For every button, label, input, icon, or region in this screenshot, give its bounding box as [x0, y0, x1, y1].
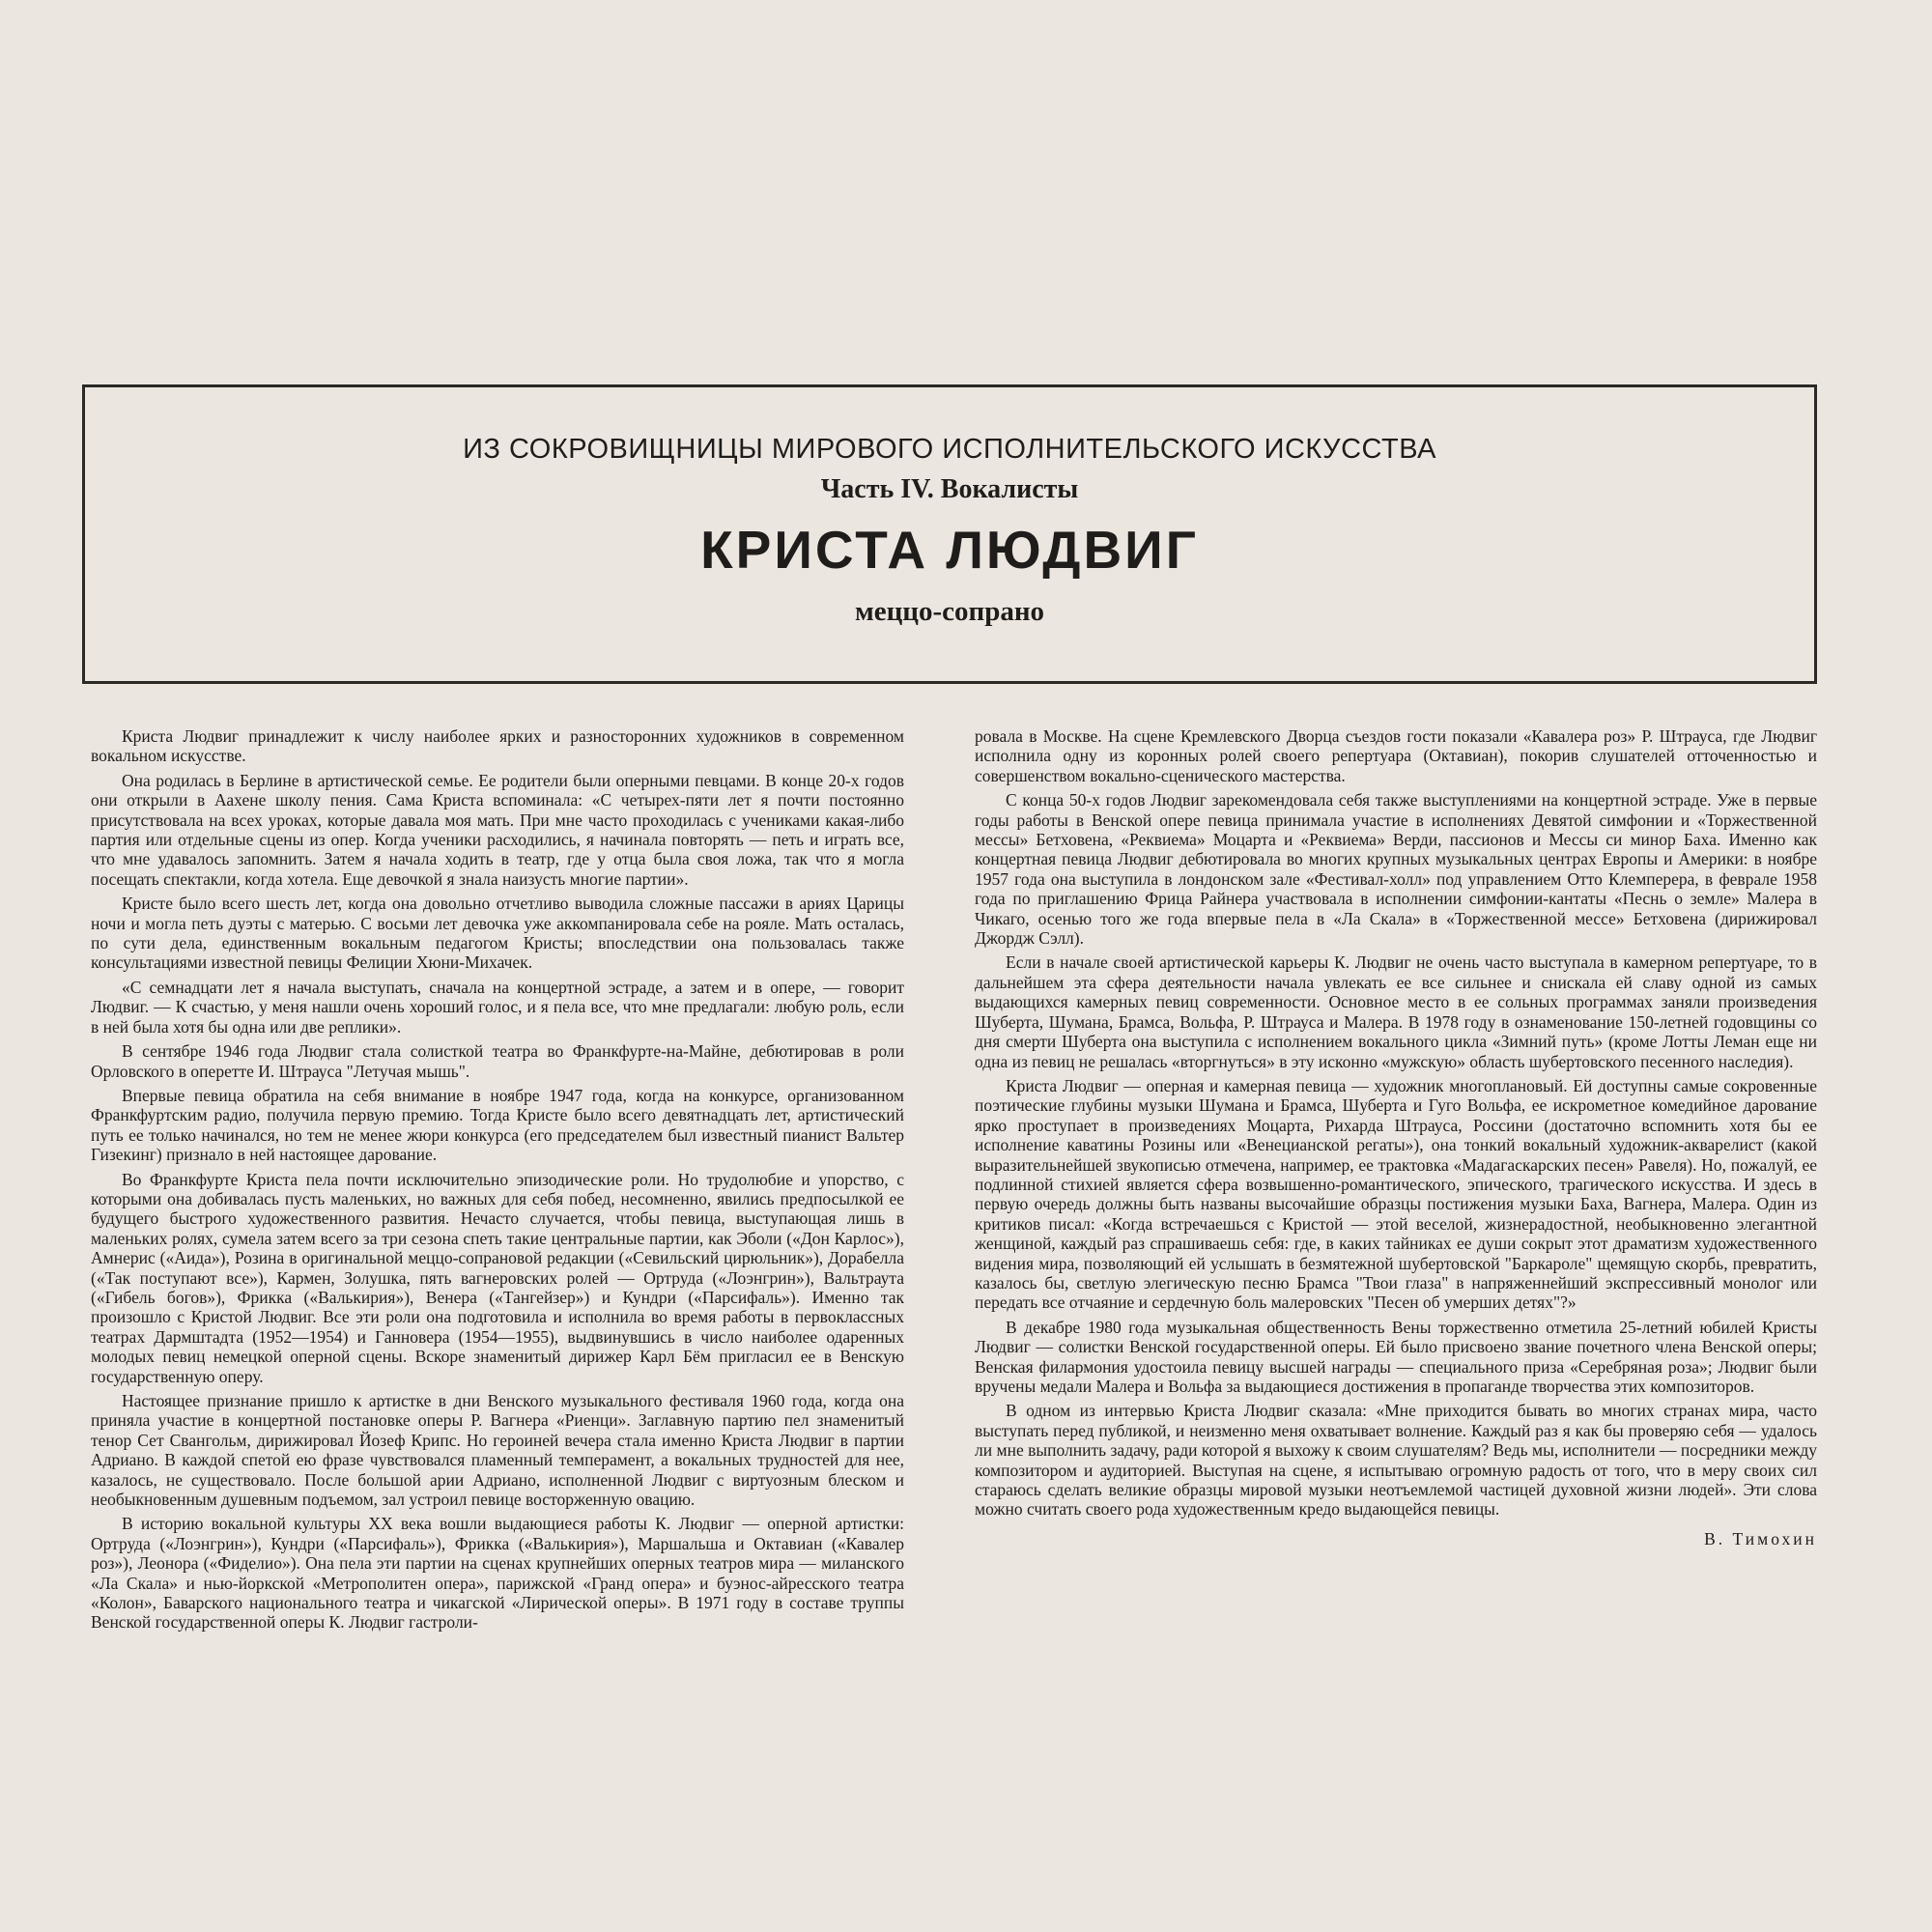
paragraph: Криста Людвиг принадлежит к числу наиболее ярких и разносторонних художников в современном вокальном искусстве. [91, 726, 904, 766]
part-title: Часть IV. Вокалисты [820, 474, 1079, 504]
title-frame [82, 384, 1817, 684]
paragraph: «С семнадцати лет я начала выступать, сначала на концертной эстраде, а затем и в опере, — говорит Людвиг. — К счастью, у меня нашли очень хороший голос, и я пела все, что мне предлагали: любую роль, если в ней была хотя бы одна или две реплики». [91, 977, 904, 1037]
paragraph: С конца 50-х годов Людвиг зарекомендовала себя также выступлениями на концертной эстраде. Уже в первые годы работы в Венской опере певица принимала участие в исполнениях Девятой симфонии и «Торжественной мессы» Бетховена, «Реквиема» Моцарта и «Реквиема» Верди, пассионов и Мессы си минор Баха. Именно как концертная певица Людвиг дебютировала во многих крупных музыкальных центрах Европы и Америки: в ноябре 1957 года она выступила в лондонском зале «Фестивал-холл» под управлением Отто Клемперера, в феврале 1958 года по приглашению Фрица Райнера участвовала в исполнении симфонии-кантаты «Песнь о земле» Малера в Чикаго, осенью того же года впервые пела в «Ла Скала» в «Торжественной мессе» Бетховена (дирижировал Джордж Сэлл). [975, 790, 1817, 949]
article-right-column [975, 726, 1817, 1548]
paragraph-continuation: ровала в Москве. На сцене Кремлевского Дворца съездов гости показали «Кавалера роз» Р. Штрауса, где Людвиг исполнила одну из коронных ролей своего репертуара (Октавиан), покорив слушателей отточенностью и совершенством вокально-сценического мастерства. [975, 726, 1817, 785]
paragraph: Настоящее признание пришло к артистке в дни Венского музыкального фестиваля 1960 года, когда она приняла участие в концертной постановке оперы Р. Вагнера «Риенци». Заглавную партию пел знаменитый тенор Сет Свангольм, дирижировал Йозеф Крипс. Но героиней вечера стала именно Криста Людвиг в партии Адриано. В каждой спетой ею фразе чувствовался пламенный темперамент, а вокальных трудностей для нее, казалось, не существовало. После большой арии Адриано, исполненной Людвиг с виртуозным блеском и необыкновенным душевным подъемом, зал устроил певице восторженную овацию. [91, 1391, 904, 1510]
paragraph: В одном из интервью Криста Людвиг сказала: «Мне приходится бывать во многих странах мира, часто выступать перед публикой, и неизменно меня охватывает волнение. Каждый раз я как бы проверяю себя — удалось ли мне выполнить задачу, ради которой я выхожу к своим слушателям? Ведь мы, исполнители — посредники между композитором и аудиторией. Выступая на сцене, я испытываю огромную радость от того, что в меру своих сил стараюсь сделать великие образцы мировой музыки неотъемлемой частицей духовной жизни людей». Эти слова можно считать своего рода художественным кредо выдающейся певицы. [975, 1401, 1817, 1520]
article-left-column [91, 726, 904, 1637]
paragraph: Кристе было всего шесть лет, когда она довольно отчетливо выводила сложные пассажи в ариях Царицы ночи и могла петь дуэты с матерью. С восьми лет девочка уже аккомпанировала себе на рояле. Мать осталась, по сути дела, единственным вокальным педагогом Кристы; впоследствии она пользовалась также консультациями известной певицы Фелиции Хюни-Михачек. [91, 894, 904, 973]
paragraph: В историю вокальной культуры XX века вошли выдающиеся работы К. Людвиг — оперной артистки: Ортруда («Лоэнгрин»), Кундри («Парсифаль»), Фрикка («Валькирия»), Маршальша и Октавиан («Кавалер роз»), Леонора («Фиделио»). Она пела эти партии на сценах крупнейших оперных театров мира — миланского «Ла Скала» и нью-йоркской «Метрополитен опера», парижской «Гранд опера» и буэнос-айресского театра «Колон», Баварского национального театра и чикагской «Лирической оперы». В 1971 году в составе труппы Венской государственной оперы К. Людвиг гастроли- [91, 1514, 904, 1633]
voice-type: меццо-сопрано [854, 596, 1045, 627]
paragraph: Криста Людвиг — оперная и камерная певица — художник многоплановый. Ей доступны самые сокровенные поэтические глубины музыки Шумана и Брамса, Шуберта и Гуго Вольфа, ее искрометное комедийное дарование ярко проступает в произведениях Моцарта, Рихарда Штрауса, Россини (достаточно вспомнить хотя бы ее исполнение каватины Розины или «Венецианской регаты»), она тонкий вокальный художник-акварелист (какой выразительнейшей звукописью отмечена, например, ее трактовка «Мадагаскарских песен» Равеля). Но, пожалуй, ее подлинной стихией является сфера возвышенно-романтического, эпического, трагического искусства. И здесь в первую очередь должны быть названы высочайшие образцы постижения музыки Баха, Вагнера, Малера. Один из критиков писал: «Когда встречаешься с Кристой — этой веселой, жизнерадостной, необыкновенно элегантной женщиной, каждый раз спрашиваешь себя: где, в каких тайниках ее души сокрыт этот драматизм художественного видения мира, позволяющий ей услышать в безмятежной шубертовской "Баркароле" щемящую скорбь, превратить, казалось бы, светлую элегическую песню Брамса "Твои глаза" в напряженнейший экспрессивный монолог или передать все отчаяние и сердечную боль малеровских "Песен об умерших детях"?» [975, 1075, 1817, 1313]
paragraph: Впервые певица обратила на себя внимание в ноябре 1947 года, когда на конкурсе, организованном Франкфуртским радио, получила первую премию. Тогда Кристе было всего девятнадцать лет, артистический путь ее только начинался, но тем не менее жюри конкурса (его председателем был известный пианист Вальтер Гизекинг) признало в ней настоящее дарование. [91, 1085, 904, 1165]
paragraph: Если в начале своей артистической карьеры К. Людвиг не очень часто выступала в камерном репертуаре, то в дальнейшем эта сфера деятельности начала увлекать ее все сильнее и снискала ей славу одной из самых выдающихся камерных певиц современности. Основное место в ее сольных программах заняли произведения Шуберта, Шумана, Брамса, Вольфа, Р. Штрауса и Малера. В 1978 году в ознаменование 150-летней годовщины со дня смерти Шуберта она выступила с исполнением вокального цикла «Зимний путь» (кроме Лотты Леман еще ни одна из певиц не решалась «вторгнуться» в эту исконно «мужскую» область шубертовского песенного наследия). [975, 952, 1817, 1071]
series-title: ИЗ СОКРОВИЩНИЦЫ МИРОВОГО ИСПОЛНИТЕЛЬСКОГО ИСКУССТВА [463, 434, 1436, 465]
author-signature: В. Тимохин [1704, 1528, 1817, 1548]
paragraph: В декабре 1980 года музыкальная общественность Вены торжественно отметила 25-летний юбилей Кристы Людвиг — солистки Венской государственной оперы. Ей было присвоено звание почетного члена Венской оперы; Венская филармония удостоила певицу высшей награды — специального приза «Серебряная роза»; Людвиг были вручены медали Малера и Вольфа за выдающиеся достижения в пропаганде творчества этих композиторов. [975, 1317, 1817, 1396]
artist-name: КРИСТА ЛЮДВИГ [700, 520, 1199, 580]
paragraph: В сентябре 1946 года Людвиг стала солисткой театра во Франкфурте-на-Майне, дебютировав в роли Орловского в оперетте И. Штрауса "Летучая мышь". [91, 1041, 904, 1081]
paragraph: Она родилась в Берлине в артистической семье. Ее родители были оперными певцами. В конце 20-х годов они открыли в Аахене школу пения. Сама Криста вспоминала: «С четырех-пяти лет я почти постоянно присутствовала на всех уроках, которые давала моя мать. При мне часто проходилась с учениками какая-либо партия или отдельные сцены из опер. Когда ученики расходились, я начинала повторять — петь и играть все, что мне удавалось запомнить. Затем я начала ходить в театр, где у отца была своя ложа, так что я могла посещать спектакли, когда хотела. Еще девочкой я знала наизусть многие партии». [91, 770, 904, 889]
paragraph: Во Франкфурте Криста пела почти исключительно эпизодические роли. Но трудолюбие и упорство, с которыми она добивалась пусть маленьких, но важных для себя побед, несомненно, явились предпосылкой ее будущего быстрого художественного развития. Нечасто случается, чтобы певица, выступающая лишь в маленьких ролях, сумела затем всего за три сезона спеть такие центральные партии, как Эболи («Дон Карлос»), Амнерис («Аида»), Розина в оригинальной меццо-сопрановой редакции («Севильский цирюльник»), Дорабелла («Так поступают все»), Кармен, Золушка, пять вагнеровских ролей — Ортруда («Лоэнгрин»), Вальтраута («Гибель богов»), Фрикка («Валькирия»), Венера («Тангейзер») и Кундри («Парсифаль»). Именно так произошло с Кристой Людвиг. Все эти роли она подготовила и исполнила во время работы в первоклассных театрах Дармштадта (1952—1954) и Ганновера (1954—1955), выдвинувшись в число наиболее одаренных молодых певиц немецкой оперной сцены. Вскоре знаменитый дирижер Карл Бём пригласил ее в Венскую государственную оперу. [91, 1169, 904, 1386]
